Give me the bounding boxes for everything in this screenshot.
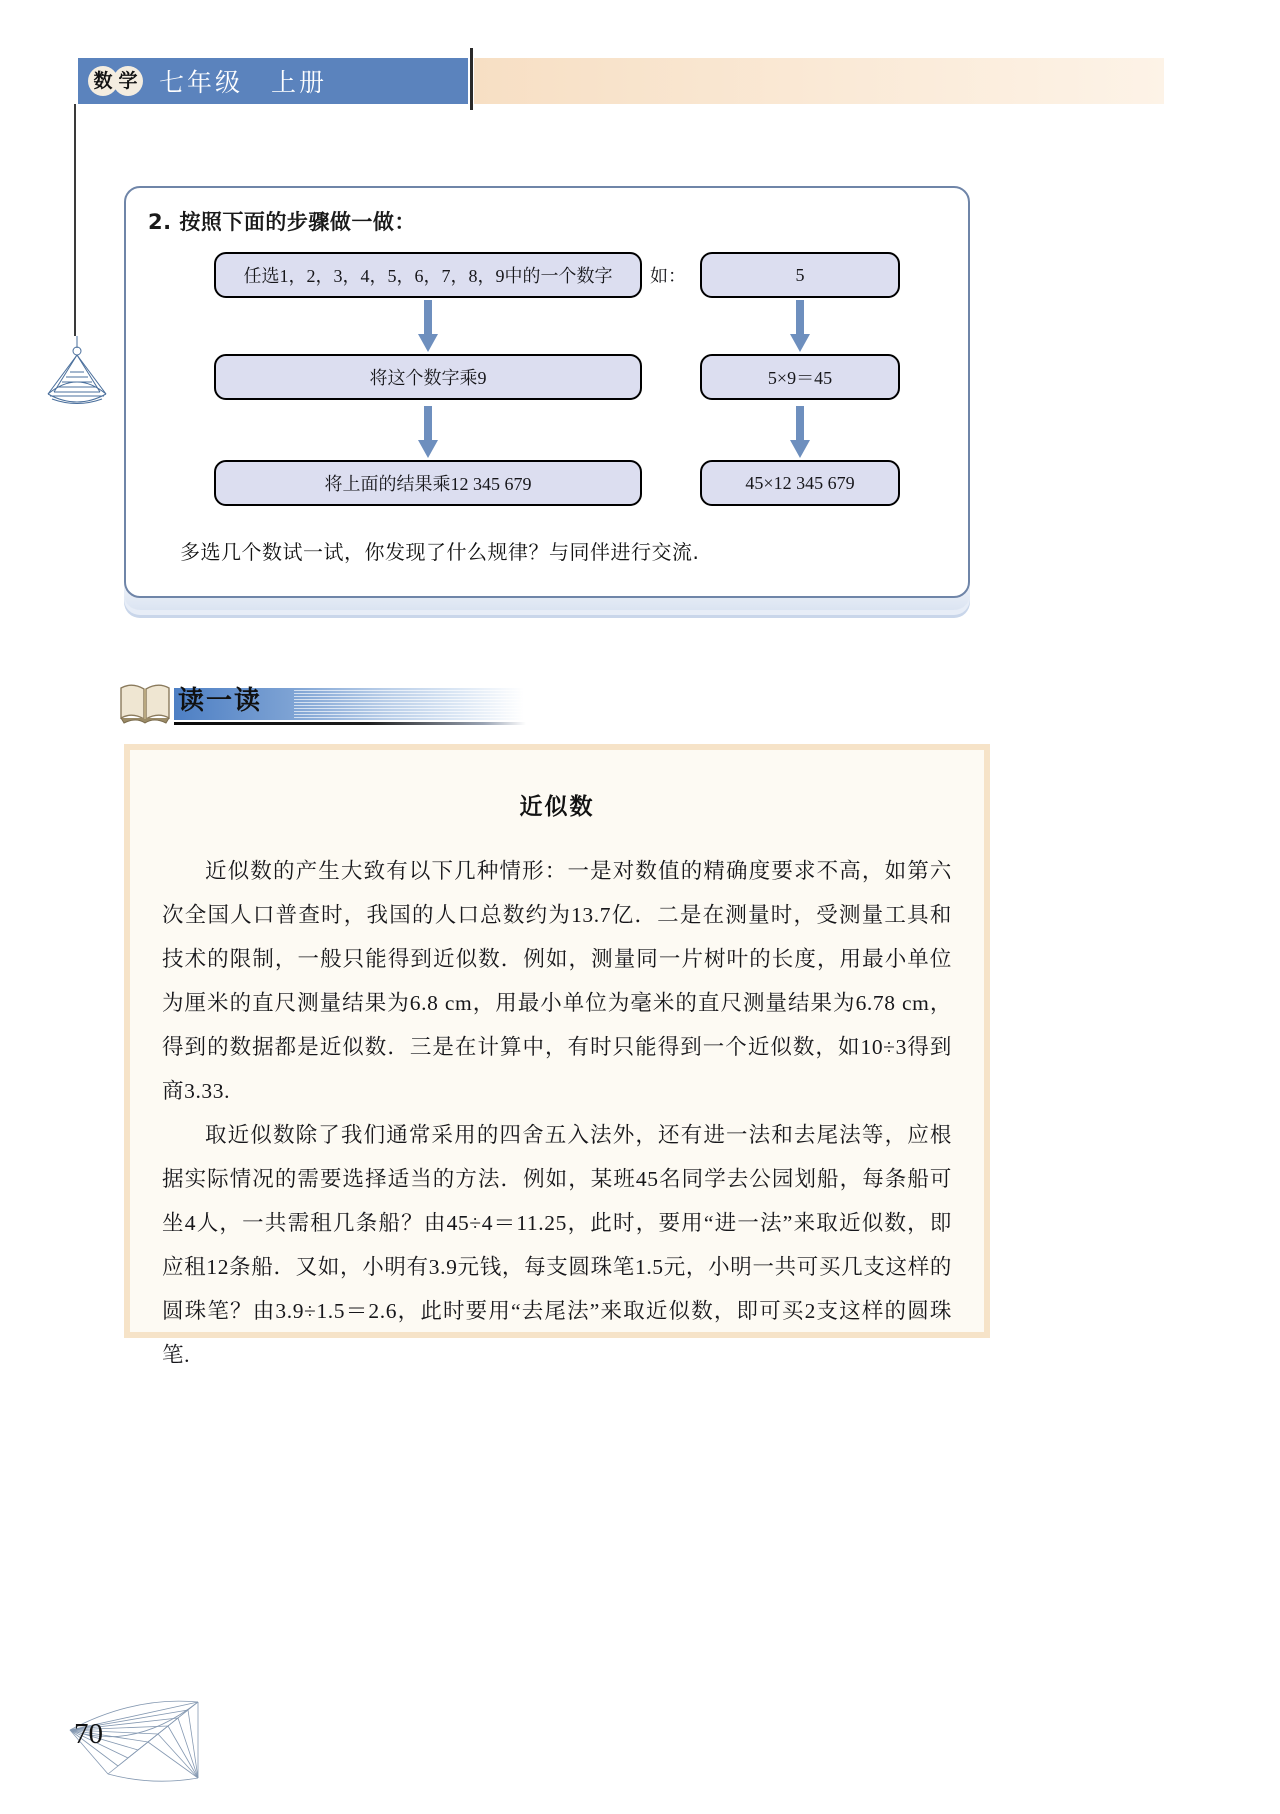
left-spine-rule xyxy=(74,104,76,336)
header-decorative-strip xyxy=(474,58,1164,104)
article-paragraph-2: 取近似数除了我们通常采用的四舍五入法外，还有进一法和去尾法等，应根据实际情况的需要选择适当的方法．例如，某班45名同学去公园划船，每条船可坐4人，一共需租几条船？由45÷4＝11.25，此时，要用“进一法”来取近似数，即应租12条船．又如，小明有3.9元钱，每支圆珠笔1.5元，小明一共可买几支这样的圆珠笔？由3.9÷1.5＝2.6，此时要用“去尾法”来取近似数，即可买2支这样的圆珠笔. xyxy=(162,1123,952,1367)
compass-ornament-icon xyxy=(34,330,120,416)
example-label: 如： xyxy=(650,266,686,287)
page-number: 70 xyxy=(74,1718,103,1750)
down-arrow-icon-left-1 xyxy=(417,300,439,352)
down-arrow-icon-right-1 xyxy=(789,300,811,352)
open-book-icon xyxy=(118,678,172,724)
read-section-heading xyxy=(118,672,538,734)
article-paragraph-1: 近似数的产生大致有以下几种情形：一是对数值的精确度要求不高，如第六次全国人口普查时，我国的人口总数约为13.7亿．二是在测量时，受测量工具和技术的限制，一般只能得到近似数．例如，测量同一片树叶的长度，用最小单位为厘米的直尺测量结果为6.8 cm，用最小单位为毫米的直尺测量结果为6.78 cm，得到的数据都是近似数．三是在计算中，有时只能得到一个近似数，如10÷3得到商3.33. xyxy=(162,859,952,1103)
reading-article-box xyxy=(124,744,990,1367)
header-vertical-rule xyxy=(470,48,473,110)
activity-title xyxy=(148,206,416,236)
subject-badge-char-1: 数 xyxy=(88,66,118,96)
flow-step-3-right: 45×12 345 679 xyxy=(700,460,900,506)
flow-step-1-left: 任选1，2，3，4，5，6，7，8，9中的一个数字 xyxy=(214,252,642,298)
read-heading-text: 读一读 xyxy=(178,686,263,716)
subject-badge-char-2: 学 xyxy=(113,66,143,96)
activity-panel xyxy=(124,186,970,598)
running-head-title: 七年级 上册 xyxy=(159,68,328,97)
flow-step-2-left: 将这个数字乘9 xyxy=(214,354,642,400)
activity-number: 2. xyxy=(148,210,172,234)
activity-title-text: 按照下面的步骤做一做： xyxy=(179,210,416,234)
running-head-band xyxy=(78,58,468,104)
flow-step-3-left: 将上面的结果乘12 345 679 xyxy=(214,460,642,506)
article-body xyxy=(162,849,952,1377)
down-arrow-icon-left-2 xyxy=(417,406,439,458)
read-heading-underline xyxy=(174,722,526,725)
subject-badge xyxy=(88,66,143,96)
flow-step-2-right: 5×9＝45 xyxy=(700,354,900,400)
article-title: 近似数 xyxy=(519,794,595,820)
down-arrow-icon-right-2 xyxy=(789,406,811,458)
activity-note: 多选几个数试一试，你发现了什么规律？与同伴进行交流. xyxy=(180,540,700,564)
flow-step-1-right: 5 xyxy=(700,252,900,298)
